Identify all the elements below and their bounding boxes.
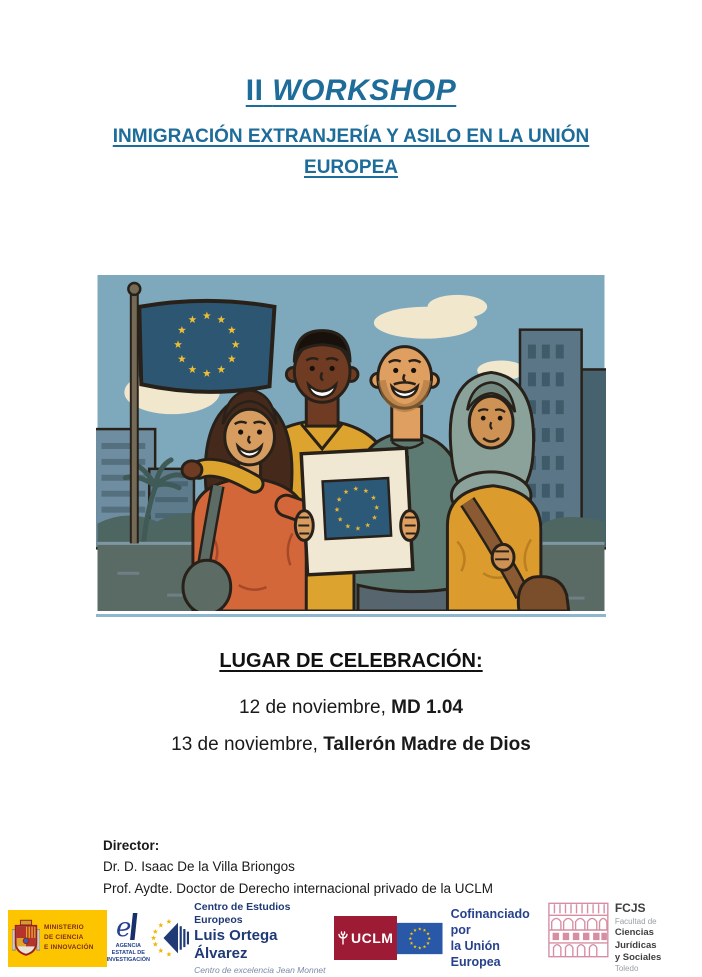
venue-date-2: 13 de noviembre,	[171, 734, 324, 755]
fcjs-line: Facultad de	[614, 916, 657, 926]
eu-cofunding-line-2: la Unión Europea	[450, 939, 501, 970]
uclm-label: UCLM	[350, 930, 394, 946]
venue-line-1	[0, 697, 702, 719]
agencia-text-line: INVESTIGACIÓN	[106, 957, 150, 964]
venue-heading	[0, 650, 702, 673]
fcjs-line: y Sociales	[614, 951, 662, 963]
footer-logos	[8, 902, 694, 974]
eu-cofunding-logo	[397, 906, 548, 971]
subtitle-text: INMIGRACIÓN EXTRANJERÍA Y ASILO EN LA UNIÓN EUROPEA	[112, 126, 590, 178]
venue-line-2	[0, 734, 702, 756]
ministerio-text-line: E INNOVACIÓN	[44, 944, 94, 952]
fcjs-acronym: FCJS	[614, 901, 646, 916]
svg-text:e: e	[116, 912, 132, 942]
agencia-logo	[107, 912, 149, 964]
fcjs-line: Ciencias Jurídicas	[614, 927, 657, 951]
centro-estudios-europeos-logo	[149, 901, 334, 974]
agencia-text-line: ESTATAL DE	[111, 949, 145, 956]
eu-cofunding-line-1: Cofinanciado por	[450, 906, 530, 937]
title-number: II	[245, 74, 264, 107]
fcjs-logo	[548, 901, 694, 974]
uclm-emblem-icon	[338, 931, 348, 945]
eu-document	[301, 448, 413, 575]
agencia-text-line: AGENCIA	[115, 942, 141, 949]
venue-room-2: Tallerón Madre de Dios	[323, 734, 531, 755]
director-name: Dr. D. Isaac De la Villa Briongos	[103, 859, 295, 875]
subtitle	[79, 121, 624, 183]
cee-line-2: Luis Ortega Álvarez	[194, 926, 278, 962]
director-block	[103, 835, 493, 899]
fcjs-building-icon	[548, 901, 609, 959]
workshop-illustration	[96, 275, 606, 617]
uclm-logo	[334, 916, 397, 960]
venue-heading-text: LUGAR DE CELEBRACIÓN:	[219, 650, 483, 672]
ministerio-text-line: DE CIENCIA	[44, 933, 84, 941]
spain-coat-of-arms-icon	[12, 917, 40, 959]
fcjs-line: Toledo	[614, 964, 639, 974]
stars-fan-icon	[149, 915, 189, 961]
eu-migration-illustration	[96, 275, 606, 611]
page-title	[0, 74, 702, 108]
ministerio-text-line: MINISTERIO	[44, 923, 84, 931]
venue-date-1: 12 de noviembre,	[239, 697, 392, 718]
director-title: Prof. Aydte. Doctor de Derecho internacional privado de la UCLM	[103, 880, 493, 896]
cee-line-1: Centro de Estudios Europeos	[194, 901, 291, 926]
eu-flag-icon	[397, 922, 443, 955]
ministerio-logo	[8, 910, 107, 967]
agencia-e-icon	[115, 912, 141, 942]
venue-room-1: MD 1.04	[391, 697, 463, 718]
director-label: Director:	[103, 838, 160, 853]
cee-line-3: Centro de excelencia Jean Monnet	[194, 964, 326, 975]
title-word: WORKSHOP	[272, 74, 457, 107]
